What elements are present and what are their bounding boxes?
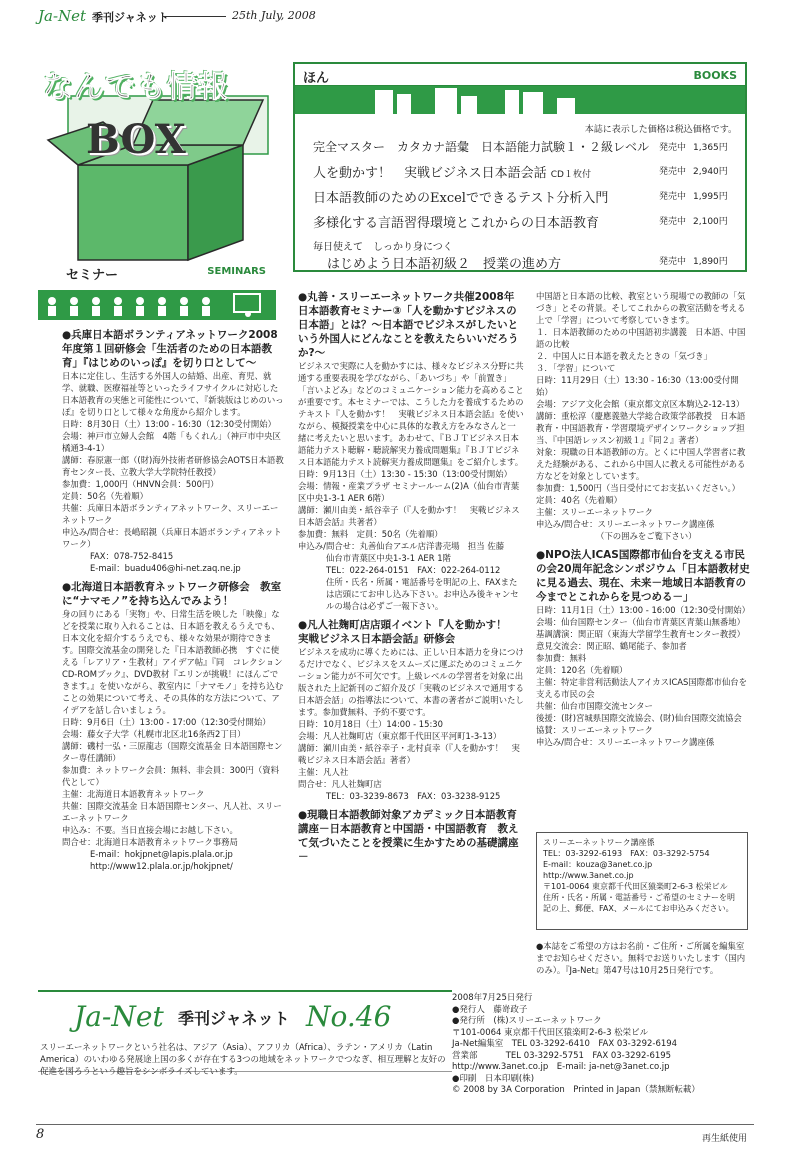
event-email-link[interactable]: E-mail：buadu406@hi-net.zaq.ne.jp — [90, 563, 241, 573]
event-line: 講師：重松淳（慶應義塾大学総合政策学部教授 日本語教育・中国語教育・学習環境デザインワークショップ担当、『中国語レッスン初級１』『同２』著者） — [536, 411, 746, 445]
event-line: 会場：神戸市立婦人会館 4階「もくれん」（神戸市中央区橘通3-4-1） — [62, 431, 281, 453]
event-line: 会場：仙台国際センター（仙台市青葉区青葉山無番地） — [536, 617, 746, 627]
event-hokkaido — [62, 580, 284, 872]
header-date: 25th July, 2008 — [232, 9, 316, 22]
contact-line: 住所・氏名・所属・電話番号・ご希望のセミナーを明記の上、郵便、FAX、メールにてお申込みください。 — [543, 893, 735, 913]
event-title: ●現職日本語教師対象アカデミック日本語教育講座－日本語教育と中国語・中国語教育 教えて気づいたことを授業に生かすための基礎講座－ — [298, 809, 519, 863]
event-line: 主催：スリーエーネットワーク — [536, 507, 653, 517]
event-line: 申込み/問合せ：長嶋昭親（兵庫日本語ボランティアネットワーク） — [62, 527, 282, 549]
masthead-logo: Ja-Net — [74, 1000, 164, 1033]
event-line: 問合せ：北海道日本語教育ネットワーク事務局 — [62, 837, 238, 847]
event-line: 講師：磯村一弘・三原龍志（国際交流基金 日本語国際センター専任講師） — [62, 741, 283, 763]
book-price: 2,940円 — [693, 167, 728, 177]
publisher-line: © 2008 by 3A Corporation Printed in Japan（禁無断転載） — [452, 1085, 700, 1095]
recycle-note: 再生紙使用 — [702, 1134, 748, 1144]
book-price: 1,890円 — [693, 257, 728, 267]
feature-box — [38, 60, 276, 268]
event-line: TEL：03-3239-8673 FAX：03-3238-9125 — [326, 791, 501, 801]
book-item — [313, 138, 733, 155]
event-line: 日時：11月1日（土）13:00 - 16:00（12:30受付開始） — [536, 605, 750, 615]
event-line: 参加費：1,000円（HNVN会員：500円） — [62, 479, 219, 489]
publisher-line: Ja-Net編集室 TEL 03-3292-6410 FAX 03-3292-6194 — [452, 1039, 678, 1049]
header-rule — [162, 16, 226, 17]
event-academic — [298, 808, 524, 864]
book-item — [313, 187, 733, 206]
event-line: 日時：8月30日（土）13:00 - 16:30（12:30受付開始） — [62, 419, 276, 429]
contact-line: スリーエーネットワーク講座係 — [543, 838, 655, 847]
event-line: TEL：022-264-0151 FAX：022-264-0112 — [326, 565, 501, 575]
header-logo: Ja-Net — [38, 7, 87, 25]
event-line: 日時：10月18日（土）14:00 - 15:30 — [298, 719, 443, 729]
publisher-line: 営業部 TEL 03-3292-5751 FAX 03-3292-6195 — [452, 1050, 672, 1061]
event-title: ●兵庫日本語ボランティアネットワーク2008年度第１回研修会「生活者のための日本語教育」『はじめのいっぽ』を切り口として～ — [62, 329, 278, 369]
event-line: 申込み/問合せ：スリーエーネットワーク講座係 — [536, 519, 715, 529]
books-header — [295, 64, 745, 86]
event-line: 住所・氏名・所属・電話番号を明記の上、FAXまたは店頭にてお申し込み下さい。お申込み後キャンセルの場合は必ずご一報下さい。 — [326, 577, 519, 611]
event-line: 会場：アジア文化会館（東京都文京区本駒込2-12-13） — [536, 399, 745, 409]
event-line: 講師：瀬川由美・紙谷幸子・北村貞幸（『人を動かす！ 実戦ビジネス日本語会話』著者） — [298, 743, 520, 765]
publisher-line: 2008年7月25日発行 — [452, 993, 533, 1003]
event-line: 対象：現職の日本語教師の方。とくに中国人学習者に教えた経験がある、これから中国人に教える可能性がある方などを対象としています。 — [536, 447, 746, 481]
event-line: 講師：瀬川由美・紙谷幸子（『人を動かす！ 実戦ビジネス日本語会話』共著者） — [298, 505, 520, 527]
event-line: 中国語と日本語の比較、教室という現場での教師の「気づき」とその背景。そしてこれからの教室活動を考える上で「学習」について考察していきます。 — [536, 291, 746, 325]
event-line: 後援：(財)宮城県国際交流協会、(財)仙台国際交流協会 — [536, 713, 742, 723]
event-title: ●NPO法人ICAS国際都市仙台を支える市民の会20周年記念シンポジウム「日本語教材史に見る過去、現在、未来－地域日本語教育の今までとこれからを見つめる－」 — [536, 549, 750, 603]
event-academic-continued — [536, 290, 750, 542]
event-url-link[interactable]: http://www12.plala.or.jp/hokjpnet/ — [90, 861, 233, 871]
event-line: 日時：11月29日（土）13:30 - 16:30（13:00受付開始） — [536, 375, 739, 397]
event-line: 主催：凡人社 — [298, 767, 349, 777]
seminar-column-2 — [298, 290, 524, 870]
book-title: 完全マスター カタカナ語彙 日本語能力試験１・２級レベル — [313, 140, 650, 154]
contact-line: TEL：03-3292-6193 FAX：03-3292-5754 — [543, 849, 710, 858]
book-price: 2,100円 — [693, 217, 728, 227]
publisher-line: ●印刷 日本印刷(株) — [452, 1073, 535, 1084]
book-status: 発売中 — [659, 192, 687, 202]
event-line: 共催：国際交流基金 日本語国際センター、凡人社、スリーエーネットワーク — [62, 801, 282, 823]
masthead-title: 季刊ジャネット — [178, 1009, 290, 1028]
publisher-line: ●発行所 (株)スリーエーネットワーク — [452, 1016, 602, 1026]
event-line: １．日本語教師のための中国語初歩講義 日本語、中国語の比較 — [536, 327, 746, 349]
event-line: 日時：9月13日（土）13:30 - 15:30（13:00受付開始） — [298, 469, 512, 479]
seminars-illustration-band — [38, 290, 276, 320]
event-hyogo — [62, 328, 284, 574]
book-item — [313, 162, 733, 181]
books-label-en: BOOKS — [693, 69, 737, 82]
event-line: ３．「学習」について — [536, 363, 616, 373]
order-note: ●本誌をご希望の方はお名前・ご住所・ご所属を編集室までお知らせください。無料でお送りいたします（国内のみ）。『Ja-Net』第47号は10月25日発行です。 — [536, 941, 746, 975]
books-shelf-icon — [295, 86, 745, 114]
publisher-line: ●発行人 藤嵜政子 — [452, 1004, 528, 1015]
event-icas — [536, 548, 750, 748]
book-status: 発売中 — [659, 167, 687, 177]
event-line: ビジネスを成功に導くためには、正しい日本語力を身につけるだけでなく、ビジネスをスムーズに運ぶためのコミュニケーション能力が不可欠です。上級レベルの学習者を対象に出版された上記新刊のご紹介及び「実戦のビジネスで通用する日本語会話」の指導法について、本書の著者がご説明いたします。参加費無料、予約不要です。 — [298, 647, 524, 717]
book-item — [313, 238, 733, 272]
event-line: 参加費：無料 定員：50名（先着順） — [298, 529, 443, 539]
feature-title: なんでも情報 — [43, 70, 229, 105]
publisher-link[interactable]: http://www.3anet.co.jp E-mail: ja-net@3anet.co.jp — [452, 1062, 670, 1072]
seminars-header — [38, 262, 276, 292]
seminars-label-jp: セミナー — [66, 268, 119, 283]
company-description: スリーエーネットワークという社名は、アジア（Asia）、アフリカ（Africa）、ラテン・アメリカ（Latin America）のいわゆる発展途上国の多くが存在する3つの地域をネットワークでつなぎ、相互理解と友好の促進を図ろうという趣旨をシンボライズしています。 — [40, 1043, 446, 1077]
seminar-column-1 — [62, 328, 284, 878]
page-number: 8 — [36, 1127, 45, 1142]
event-line: 共催：兵庫日本語ボランティアネットワーク、スリーエーネットワーク — [62, 503, 279, 525]
event-line: 協賛：スリーエーネットワーク — [536, 725, 653, 735]
issue-number: No.46 — [306, 1000, 392, 1033]
event-line: 定員：40名（先着順） — [536, 495, 623, 505]
seminar-column-3 — [536, 290, 750, 754]
event-line: ビジネスで実際に人を動かすには、様々なビジネス分野に共通する重要表現を学びながら、「あいづち」や「前置き」「言いよどみ」などのコミュニケーション能力を高めることが重要です。本セミナーでは、こうした力を養成するためのテキスト『人を動かす！ 実戦ビジネス日本語会話』を使いながら、模擬授業を中心に具体的な教え方をみなさんと一緒に考えたいと思います。あわせて、『ＢＪＴビジネス日本語能力テスト聴解・聴読解実力養成問題集』『ＢＪＴビジネス日本語能力テスト読解実力養成問題集』をご紹介します。 — [298, 361, 524, 467]
book-price: 1,365円 — [693, 143, 728, 153]
event-line: 身の回りにある「実物」や、日常生活を映した「映像」などを授業に取り入れることは、日本語を教えるうえでも、日本文化を紹介するうえでも、様々な効果が期待できます。国際交流基金の開発した『日本語教師必携 すぐに使える「レアリア・生教材」アイデア帖』『同 コレクションCD-ROMブック』、DVD教材『エリンが挑戦！にほんごできます。』を使いながら、教室内に「ナマモノ」を持ち込むことの効果について考え、その具体的な方法について、アイデアを話し合いましょう。 — [62, 609, 284, 715]
book-status: 発売中 — [659, 257, 687, 267]
book-status: 発売中 — [659, 143, 687, 153]
event-line: 共催：仙台市国際交流センター — [536, 701, 653, 711]
event-line: 定員：120名（先着順） — [536, 665, 628, 675]
event-line: 会場：藤女子大学（札幌市北区北16条西2丁目） — [62, 729, 246, 739]
event-line: FAX：078-752-8415 — [90, 551, 174, 561]
event-line: 申込み：不要。当日直接会場にお越し下さい。 — [62, 825, 238, 835]
event-line: 仙台市青葉区中央1-3-1 AER 1階 — [326, 553, 451, 563]
book-title: 人を動かす！ 実戦ビジネス日本語会話 — [313, 166, 547, 181]
event-line: 定員：50名（先着順） — [62, 491, 149, 501]
event-line: 参加費：ネットワーク会員：無料、非会員：300円（資料代として） — [62, 765, 279, 787]
publisher-line: 〒101-0064 東京都千代田区猿楽町2-6-3 松栄ビル — [452, 1027, 649, 1038]
event-line: 日本に定住し、生活する外国人の結婚、出産、育児、就学、就職、医療福祉等といったライフサイクルに対応した日本語教育の実態と可能性について、『新装版はじめのいっぽ』を切り口として様々な角度から紹介します。 — [62, 371, 284, 417]
book-title: 多様化する言語習得環境とこれからの日本語教育 — [313, 216, 600, 231]
book-extra: CD１枚付 — [550, 170, 591, 180]
event-line: 講師：春原憲一郎（(財)海外技術者研修協会AOTS日本語教育センター長、立教大学大学院特任教授） — [62, 455, 284, 477]
event-line: 意見交流会：関正昭、鶴尾能子、参加者 — [536, 641, 687, 651]
event-line: （下の囲みをご覧下さい） — [596, 531, 697, 541]
event-line: 基調講演：関正昭（東海大学留学生教育センター教授） — [536, 629, 746, 639]
event-line: 会場：情報・産業プラザ セミナールーム(2)A（仙台市青葉区中央1-3-1 AER 6階） — [298, 481, 520, 503]
event-bonjinsha — [298, 618, 524, 802]
bottom-rule — [36, 1124, 754, 1125]
contact-email-link[interactable]: E-mail：kouza@3anet.co.jp http://www.3anet.co.jp — [543, 860, 661, 880]
masthead — [38, 990, 452, 1077]
book-item — [313, 212, 733, 231]
contact-line: 〒101-0064 東京都千代田区猿楽町2-6-3 松栄ビル — [543, 882, 728, 891]
event-line: 日時：9月6日（土）13:00 - 17:00（12:30受付開始） — [62, 717, 271, 727]
publisher-info — [452, 993, 752, 1097]
contact-box — [536, 832, 748, 930]
book-status: 発売中 — [659, 217, 687, 227]
event-email-link[interactable]: E-mail：hokjpnet@lapis.plala.or.jp — [90, 849, 233, 859]
seminars-label-en: SEMINARS — [207, 266, 266, 277]
event-line: 申込み/問合せ：丸善仙台アエル店洋書売場 担当 佐藤 — [298, 541, 505, 551]
event-line: 主催：北海道日本語教育ネットワーク — [62, 789, 205, 799]
event-line: 参加費：1,500円（当日受付にてお支払いください。） — [536, 483, 741, 493]
event-line: 主催：特定非営利活動法人アイカスICAS国際都市仙台を支える市民の会 — [536, 677, 747, 699]
event-title: ●北海道日本語教育ネットワーク研修会 教室に“ナマモノ”を持ち込んでみよう！ — [62, 581, 282, 607]
book-subtitle: 毎日使えて しっかり身につく — [313, 242, 453, 253]
event-line: ２．中国人に日本語を教えたときの「気づき」 — [536, 351, 712, 361]
event-title: ●丸善・スリーエーネットワーク共催2008年日本語教育セミナー③「人を動かすビジネスの日本語」とは？～日本語でビジネスがしたいという外国人にどんなことを教えたらいいだろうか?～ — [298, 291, 519, 359]
books-illustration-band — [295, 86, 745, 114]
event-line: 参加費：無料 — [536, 653, 587, 663]
books-section — [293, 62, 747, 272]
feature-word: BOX — [86, 116, 186, 163]
event-title: ●凡人社麹町店店頭イベント『人を動かす！ 実戦ビジネス日本語会話』研修会 — [298, 619, 518, 645]
header-title: 季刊ジャネット — [92, 11, 169, 24]
book-price: 1,995円 — [693, 192, 728, 202]
event-line: 申込み/問合せ：スリーエーネットワーク講座係 — [536, 737, 715, 747]
books-label-jp: ほん — [303, 71, 330, 86]
book-title: 日本語教師のためのExcelでできるテスト分析入門 — [313, 191, 609, 206]
event-line: 問合せ：凡人社麹町店 — [298, 779, 382, 789]
event-maruzen — [298, 290, 524, 612]
audience-icon — [38, 290, 276, 320]
book-title: はじめよう日本語初級２ 授業の進め方 — [327, 257, 562, 272]
event-line: 会場：凡人社麹町店（東京都千代田区平河町1-3-13） — [298, 731, 502, 741]
books-price-note: 本誌に表示した価格は税込価格です。 — [584, 125, 737, 135]
